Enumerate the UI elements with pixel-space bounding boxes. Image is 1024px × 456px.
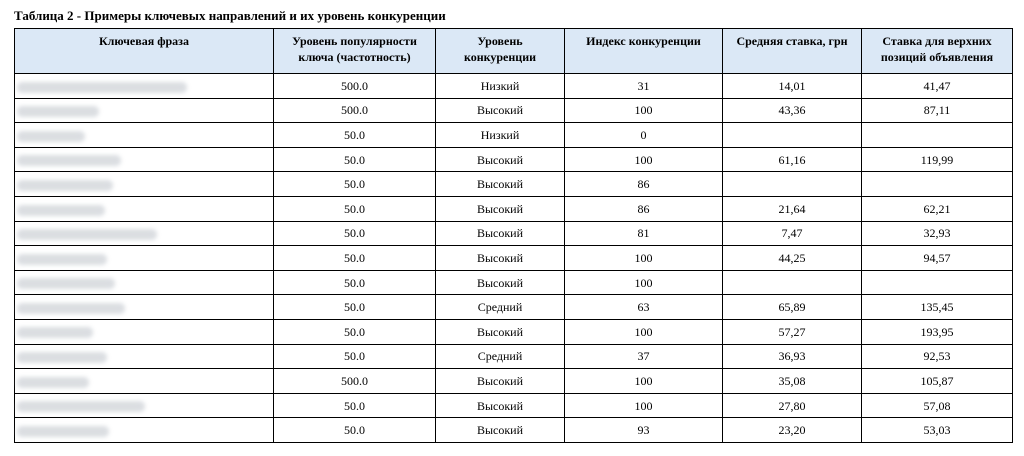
average-bid-cell: 36,93 bbox=[723, 344, 862, 369]
average-bid-cell: 7,47 bbox=[723, 221, 862, 246]
average-bid-cell bbox=[723, 270, 862, 295]
keyword-phrase-cell bbox=[15, 270, 274, 295]
keyword-phrase-cell bbox=[15, 74, 274, 99]
keyword-phrase-cell bbox=[15, 418, 274, 443]
keyword-phrase-cell bbox=[15, 221, 274, 246]
popularity-cell: 50.0 bbox=[274, 319, 436, 344]
table-row bbox=[15, 221, 1013, 246]
header-top-position-bid: Ставка для верхних позиций объявления bbox=[862, 29, 1013, 74]
top-position-bid-cell bbox=[862, 172, 1013, 197]
competition-level-cell: Средний bbox=[436, 344, 565, 369]
average-bid-cell: 44,25 bbox=[723, 246, 862, 271]
popularity-cell: 50.0 bbox=[274, 172, 436, 197]
table-row bbox=[15, 418, 1013, 443]
popularity-cell: 50.0 bbox=[274, 196, 436, 221]
competition-level-cell: Высокий bbox=[436, 246, 565, 271]
competition-level-cell: Высокий bbox=[436, 369, 565, 394]
redacted-keyword bbox=[17, 131, 85, 142]
competition-index-cell: 81 bbox=[565, 221, 723, 246]
table-row bbox=[15, 246, 1013, 271]
popularity-cell: 50.0 bbox=[274, 270, 436, 295]
redacted-keyword bbox=[17, 327, 93, 338]
competition-level-cell: Низкий bbox=[436, 74, 565, 99]
top-position-bid-cell: 62,21 bbox=[862, 196, 1013, 221]
table-row bbox=[15, 319, 1013, 344]
redacted-keyword bbox=[17, 106, 99, 117]
average-bid-cell: 43,36 bbox=[723, 98, 862, 123]
top-position-bid-cell: 94,57 bbox=[862, 246, 1013, 271]
top-position-bid-cell bbox=[862, 270, 1013, 295]
competition-index-cell: 100 bbox=[565, 270, 723, 295]
competition-level-cell: Средний bbox=[436, 295, 565, 320]
top-position-bid-cell: 32,93 bbox=[862, 221, 1013, 246]
average-bid-cell: 14,01 bbox=[723, 74, 862, 99]
redacted-keyword bbox=[17, 229, 157, 240]
competition-level-cell: Высокий bbox=[436, 319, 565, 344]
competition-level-cell: Высокий bbox=[436, 221, 565, 246]
header-competition-index: Индекс конкуренции bbox=[565, 29, 723, 74]
average-bid-cell: 57,27 bbox=[723, 319, 862, 344]
competition-level-cell: Высокий bbox=[436, 418, 565, 443]
competition-index-cell: 37 bbox=[565, 344, 723, 369]
popularity-cell: 50.0 bbox=[274, 221, 436, 246]
competition-index-cell: 0 bbox=[565, 123, 723, 148]
redacted-keyword bbox=[17, 426, 109, 437]
competition-index-cell: 100 bbox=[565, 147, 723, 172]
average-bid-cell: 35,08 bbox=[723, 369, 862, 394]
competition-index-cell: 100 bbox=[565, 246, 723, 271]
redacted-keyword bbox=[17, 205, 105, 216]
competition-index-cell: 93 bbox=[565, 418, 723, 443]
redacted-keyword bbox=[17, 377, 89, 388]
competition-level-cell: Высокий bbox=[436, 270, 565, 295]
redacted-keyword bbox=[17, 278, 115, 289]
keyword-phrase-cell bbox=[15, 344, 274, 369]
popularity-cell: 500.0 bbox=[274, 98, 436, 123]
redacted-keyword bbox=[17, 303, 125, 314]
top-position-bid-cell: 57,08 bbox=[862, 393, 1013, 418]
top-position-bid-cell: 41,47 bbox=[862, 74, 1013, 99]
competition-level-cell: Высокий bbox=[436, 147, 565, 172]
redacted-keyword bbox=[17, 155, 121, 166]
popularity-cell: 50.0 bbox=[274, 393, 436, 418]
average-bid-cell: 23,20 bbox=[723, 418, 862, 443]
top-position-bid-cell: 105,87 bbox=[862, 369, 1013, 394]
top-position-bid-cell: 119,99 bbox=[862, 147, 1013, 172]
table-row bbox=[15, 270, 1013, 295]
keyword-phrase-cell bbox=[15, 369, 274, 394]
popularity-cell: 50.0 bbox=[274, 295, 436, 320]
table-row bbox=[15, 123, 1013, 148]
keyword-phrase-cell bbox=[15, 393, 274, 418]
table-row bbox=[15, 344, 1013, 369]
top-position-bid-cell: 193,95 bbox=[862, 319, 1013, 344]
table-header-row bbox=[15, 29, 1013, 74]
table-caption: Таблица 2 - Примеры ключевых направлений и их уровень конкуренции bbox=[14, 8, 446, 23]
competition-index-cell: 86 bbox=[565, 172, 723, 197]
keywords-table bbox=[14, 28, 1013, 443]
redacted-keyword bbox=[17, 82, 187, 93]
competition-level-cell: Высокий bbox=[436, 172, 565, 197]
popularity-cell: 500.0 bbox=[274, 74, 436, 99]
redacted-keyword bbox=[17, 352, 107, 363]
table-row bbox=[15, 98, 1013, 123]
keyword-phrase-cell bbox=[15, 123, 274, 148]
average-bid-cell: 21,64 bbox=[723, 196, 862, 221]
header-keyword-phrase: Ключевая фраза bbox=[15, 29, 274, 74]
popularity-cell: 50.0 bbox=[274, 123, 436, 148]
average-bid-cell bbox=[723, 123, 862, 148]
competition-level-cell: Низкий bbox=[436, 123, 565, 148]
average-bid-cell bbox=[723, 172, 862, 197]
header-average-bid: Средняя ставка, грн bbox=[723, 29, 862, 74]
top-position-bid-cell: 135,45 bbox=[862, 295, 1013, 320]
popularity-cell: 50.0 bbox=[274, 344, 436, 369]
average-bid-cell: 27,80 bbox=[723, 393, 862, 418]
competition-index-cell: 100 bbox=[565, 369, 723, 394]
competition-level-cell: Высокий bbox=[436, 196, 565, 221]
redacted-keyword bbox=[17, 401, 145, 412]
keyword-phrase-cell bbox=[15, 98, 274, 123]
average-bid-cell: 65,89 bbox=[723, 295, 862, 320]
popularity-cell: 500.0 bbox=[274, 369, 436, 394]
keyword-phrase-cell bbox=[15, 196, 274, 221]
keyword-phrase-cell bbox=[15, 172, 274, 197]
competition-level-cell: Высокий bbox=[436, 393, 565, 418]
popularity-cell: 50.0 bbox=[274, 418, 436, 443]
top-position-bid-cell: 92,53 bbox=[862, 344, 1013, 369]
header-competition-level: Уровень конкуренции bbox=[436, 29, 565, 74]
table-row bbox=[15, 172, 1013, 197]
top-position-bid-cell bbox=[862, 123, 1013, 148]
top-position-bid-cell: 53,03 bbox=[862, 418, 1013, 443]
table-row bbox=[15, 196, 1013, 221]
table-row bbox=[15, 295, 1013, 320]
keyword-phrase-cell bbox=[15, 319, 274, 344]
header-popularity: Уровень популярности ключа (частотность) bbox=[274, 29, 436, 74]
top-position-bid-cell: 87,11 bbox=[862, 98, 1013, 123]
competition-index-cell: 100 bbox=[565, 98, 723, 123]
average-bid-cell: 61,16 bbox=[723, 147, 862, 172]
redacted-keyword bbox=[17, 180, 113, 191]
competition-level-cell: Высокий bbox=[436, 98, 565, 123]
competition-index-cell: 31 bbox=[565, 74, 723, 99]
table-row bbox=[15, 74, 1013, 99]
popularity-cell: 50.0 bbox=[274, 246, 436, 271]
popularity-cell: 50.0 bbox=[274, 147, 436, 172]
competition-index-cell: 100 bbox=[565, 393, 723, 418]
keyword-phrase-cell bbox=[15, 147, 274, 172]
table-row bbox=[15, 369, 1013, 394]
table-row bbox=[15, 147, 1013, 172]
keyword-phrase-cell bbox=[15, 295, 274, 320]
competition-index-cell: 86 bbox=[565, 196, 723, 221]
competition-index-cell: 63 bbox=[565, 295, 723, 320]
redacted-keyword bbox=[17, 254, 107, 265]
competition-index-cell: 100 bbox=[565, 319, 723, 344]
table-row bbox=[15, 393, 1013, 418]
keyword-phrase-cell bbox=[15, 246, 274, 271]
